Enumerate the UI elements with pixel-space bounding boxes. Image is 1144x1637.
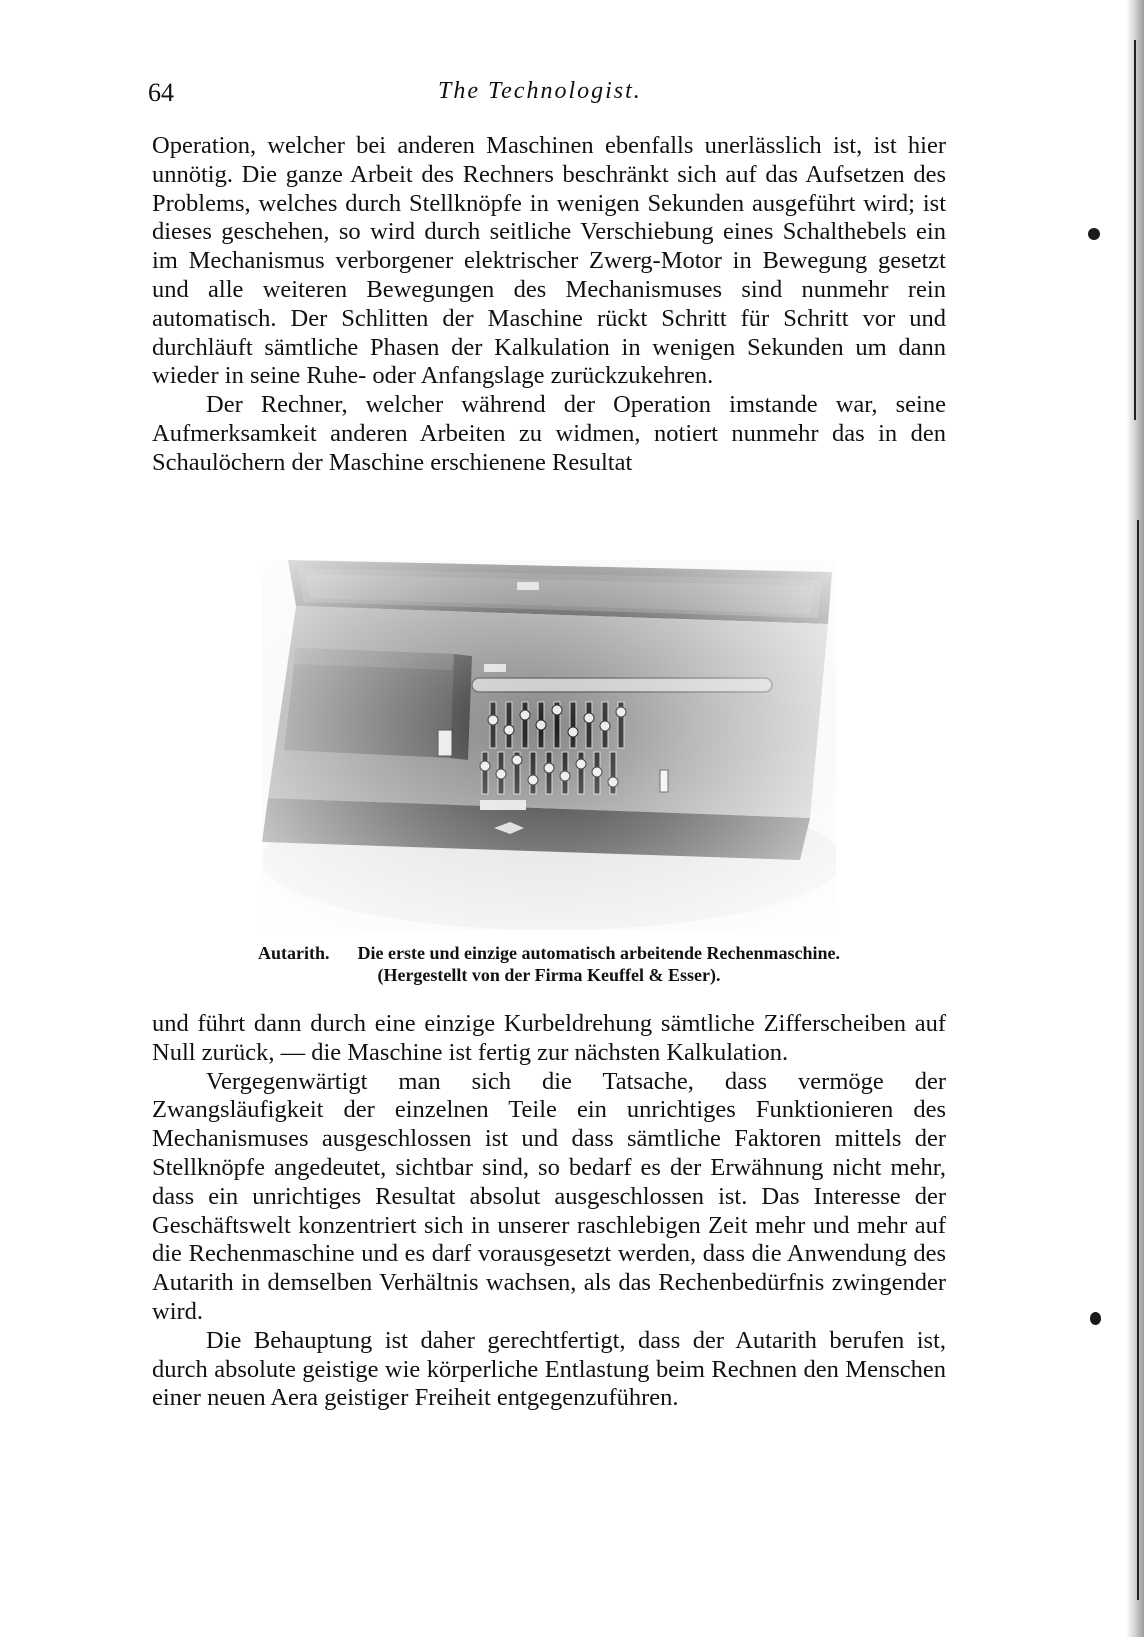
paragraph: Die Behauptung ist daher gerechtfertigt, dass der Autarith berufen ist, durch absolute geistige wie körperliche Entlastung beim Rechnen den Menschen einer neuen Aera geistiger Freiheit entgegenzuführen.: [152, 1326, 946, 1412]
autarith-machine-image: [262, 560, 836, 930]
paragraph: Operation, welcher bei anderen Maschinen ebenfalls unerlässlich ist, ist hier unnötig. Die ganze Arbeit des Rechners beschränkt sich auf das Aufsetzen des Problems, welches durch Stellknöpfe in wenigen Sekunden ausgeführt wird; ist dieses geschehen, so wird durch seitliche Verschiebung eines Schalthebels ein im Mechanismus verborgener elektrischer Zwerg-Motor in Bewegung gesetzt und alle weiteren Bewegungen des Mechanismuses sind nunmehr rein automatisch. Der Schlitten der Maschine rückt Schritt für Schritt vor und durchläuft sämtliche Phasen der Kalkulation in wenigen Sekunden um dann wieder in seine Ruhe- oder Anfangslage zurückzukehren.: [152, 132, 946, 390]
running-title: The Technologist.: [438, 78, 642, 104]
figure-caption: [150, 942, 948, 986]
ink-speck: [1090, 1312, 1101, 1325]
caption-line-1: [150, 942, 948, 964]
paragraph: und führt dann durch eine einzige Kurbeldrehung sämtliche Zifferscheiben auf Null zurück, — die Maschine ist fertig zur nächsten Kalkulation.: [152, 1010, 946, 1066]
machine-photograph: [262, 560, 836, 930]
page-number: 64: [148, 78, 174, 107]
paragraph: Der Rechner, welcher während der Operation imstande war, seine Aufmerksamkeit anderen Arbeiten zu widmen, notiert nunmehr das in den Schaulöchern der Maschine erschienene Resultat: [152, 391, 946, 476]
paragraph: Vergegenwärtigt man sich die Tatsache, dass vermöge der Zwangsläufigkeit der einzelnen Teile ein unrichtiges Funktionieren des Mechanismuses ausgeschlossen ist und dass sämtliche Faktoren mittels der Stellknöpfe angedeutet, sichtbar sind, so bedarf es der Erwähnung nicht mehr, dass ein unrichtiges Resultat absolut ausgeschlossen ist. Das Interesse der Geschäftswelt konzentriert sich in unserer raschlebigen Zeit mehr und mehr auf die Rechenmaschine und es darf vorausgesetzt werden, dass die Anwendung des Autarith in demselben Verhältnis wachsen, als das Rechenbedürfnis zwingender wird.: [152, 1067, 946, 1325]
page-edge-line: [1137, 520, 1139, 1600]
ink-speck: [1088, 228, 1100, 240]
body-text-top: [152, 132, 946, 478]
caption-text: Die erste und einzige automatisch arbeitende Rechenmaschine.: [357, 943, 840, 963]
body-text-bottom: [152, 1010, 946, 1413]
running-head: [148, 78, 948, 108]
caption-line-2: (Hergestellt von der Firma Keuffel & Esser).: [377, 965, 721, 985]
caption-label: Autarith.: [258, 943, 330, 963]
page-edge-line: [1134, 40, 1136, 420]
